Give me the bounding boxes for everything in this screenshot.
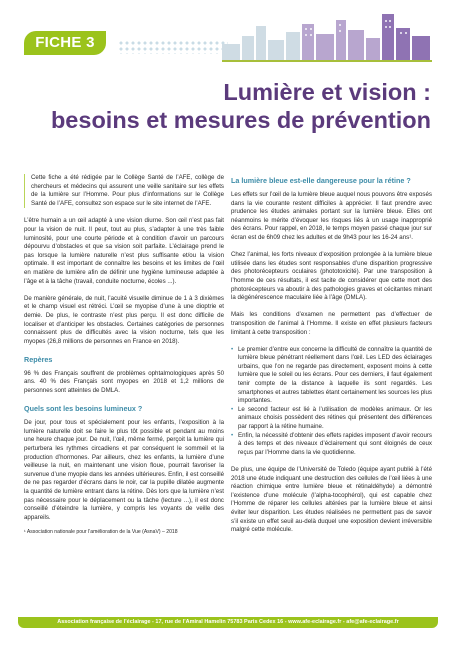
paragraph: 96 % des Français souffrent de problèmes ophtalmologiques après 50 ans. 40 % des Français sont myopes en 2018 et 1,2 millions de personnes sont atteintes de DMLA. <box>24 369 224 395</box>
right-column <box>231 174 432 543</box>
header-band <box>0 0 453 68</box>
footer-contact-bar: Association française de l’éclairage - 17, rue de l’Amiral Hamelin 75783 Paris Cedex 16 - www.afe-eclairage.fr - afe@afe-eclairage.fr <box>18 617 438 628</box>
paragraph: L’être humain a un œil adapté à une vision diurne. Son œil n’est pas fait pour la vision de nuit. Il peut, tout au plus, s’adapter à une très faible luminosité, pour une courte période et à condition d’avoir un parcours dépourvu d’obstacles et que sa vision soit parfaite. L’éclairage prend le pas lorsque la lumière naturelle n’est plus suffisante et/ou la vision optimale. Il est important de connaître les besoins et les limites de l’œil en matière de lumière afin de définir une hygiène lumineuse adaptée à l’âge et à la tâche (travail, conduite nocturne, écoles ...). <box>24 217 224 285</box>
footnote: ¹ Association nationale pour l’amélioration de la Vue (AsnaV) – 2018 <box>24 528 178 535</box>
paragraph: De plus, une équipe de l’Université de Toledo (équipe ayant publié à l’été 2018 une étude indiquant une destruction des cellules de l’œil liées à une réaction chimique entre lumière bleue et rétinaldéhyde) a démontré l’existence d’une molécule (l’alpha-tocophérol), qui est capable chez l’Homme de réparer les cellules altérées par la lumière bleue et ainsi éviter leur disparition. Les études réalisées ne permettent pas de savoir s’il existe un effet seuil au-delà duquel une exposition devient irréversible malgré cette molécule. <box>231 466 432 534</box>
section-heading-lumiere-bleue: La lumière bleue est-elle dangereuse pour la rétine ? <box>231 176 411 185</box>
title-line-2: besoins et mesures de prévention <box>50 107 431 133</box>
list-item: • Le second facteur est lié à l’utilisation de modèles animaux. Or les animaux choisis possèdent des rétines qui présentent des différences par rapport à la rétine humaine. <box>231 406 432 432</box>
intro-paragraph: Cette fiche a été rédigée par le Collège Santé de l’AFE, collège de chercheurs et médecins qui assurent une veille sanitaire sur les effets de la lumière sur l’Homme. Pour plus d’informations sur le Collège Santé de l’AFE, consultez son espace sur le site internet de l’AFE. <box>24 174 224 208</box>
dot-pattern-decoration <box>118 40 228 54</box>
section-heading-besoins: Quels sont les besoins lumineux ? <box>24 404 143 414</box>
paragraph: De jour, pour tous et spécialement pour les enfants, l’exposition à la lumière naturelle doit se faire le plus tôt possible et pendant au moins une heure chaque jour. De nuit, l’œil, même fermé, perçoit la lumière qui perturbera les rythmes circadiens et par conséquent le sommeil et la production d’hormones. Par ailleurs, chez les enfants, la lumière d’une veilleuse la nuit, en maintenant une vision floue, pourrait favoriser la survenue d’une myopie dans les années ultérieures. Enfin, il est conseillé de ne pas regarder d’écrans dans le noir, car la pupille dilatée augmente la quantité de lumière entrant dans la rétine. Dès lors que la lumière n’est pas nécessaire pour le déplacement ou la tâche (lecture ...), il est donc conseillé d’éteindre la lumière, y compris les voyants de veille des appareils. <box>24 419 224 521</box>
paragraph: Les effets sur l’œil de la lumière bleue auquel nous pouvons être exposés dans la vie courante restent difficiles à apprécier. Il faut prendre avec prudence les études animales portant sur la lumière bleue. Elles ont néanmoins le mérite d’évoquer les risques liés à un usage inapproprié des écrans. Pour rappel, en 2018, le temps moyen passé chaque jour sur écran est de 6h09 chez les adultes et de 9h43 pour les 16-24 ans¹. <box>231 191 432 241</box>
list-item: • Enfin, la nécessité d’obtenir des effets rapides imposent d’avoir recours à des temps et des niveaux d’éclairement qui sont éloignés de ceux reçus par l’Homme dans la vie quotidienne. <box>231 432 432 458</box>
page-title <box>31 78 431 134</box>
paragraph: Mais les conditions d’examen ne permettent pas d’effectuer de transposition de l’animal à l’Homme. Il existe en effet plusieurs facteurs limitant à cette transposition : <box>231 311 432 336</box>
paragraph: De manière générale, de nuit, l’acuité visuelle diminue de 1 à 3 dixièmes et le champ visuel est rétréci. L’œil se myopise d’une à une dioptrie et demie. De plus, le contraste n’est plus perçu. Il est donc difficile de localiser et d’anticiper les obstacles. Certaines catégories de personnes connaissent plus de difficultés avec la vision nocturne, tels que les myopes (26,8 millions de personnes en France en 2018). <box>24 294 224 345</box>
left-column <box>24 174 224 536</box>
fiche-label: FICHE 3 <box>24 31 106 55</box>
city-skyline-illustration <box>222 14 432 62</box>
title-line-1: Lumière et vision : <box>223 79 431 105</box>
section-heading-reperes: Repères <box>24 354 53 364</box>
list-item: • Le premier d’entre eux concerne la difficulté de connaître la quantité de lumière bleue pénétrant réellement dans l’œil. Les LED des éclairages urbains, que l’on ne regarde pas directement, exposent moins à cette lumière que le soleil ou les écrans. Pour ces derniers, il faut également tenir compte de la distance à laquelle ils sont regardés. Les smartphones et autres tablettes étant certainement les sources les plus importantes. <box>231 346 432 406</box>
bullet-list <box>231 346 432 458</box>
paragraph: Chez l’animal, les forts niveaux d’exposition prolongée à la lumière bleue utilisée dans les études sont responsables d’une disparition progressive des photorécepteurs oculaires (phototoxicité). Par une transposition à l’homme de ces résultats, il est tacite de considérer que cette mort des photorécepteurs va aboutir à des pathologies graves et cécitantes minant la dégénérescence maculaire liée à l’âge (DMLA). <box>231 251 432 302</box>
